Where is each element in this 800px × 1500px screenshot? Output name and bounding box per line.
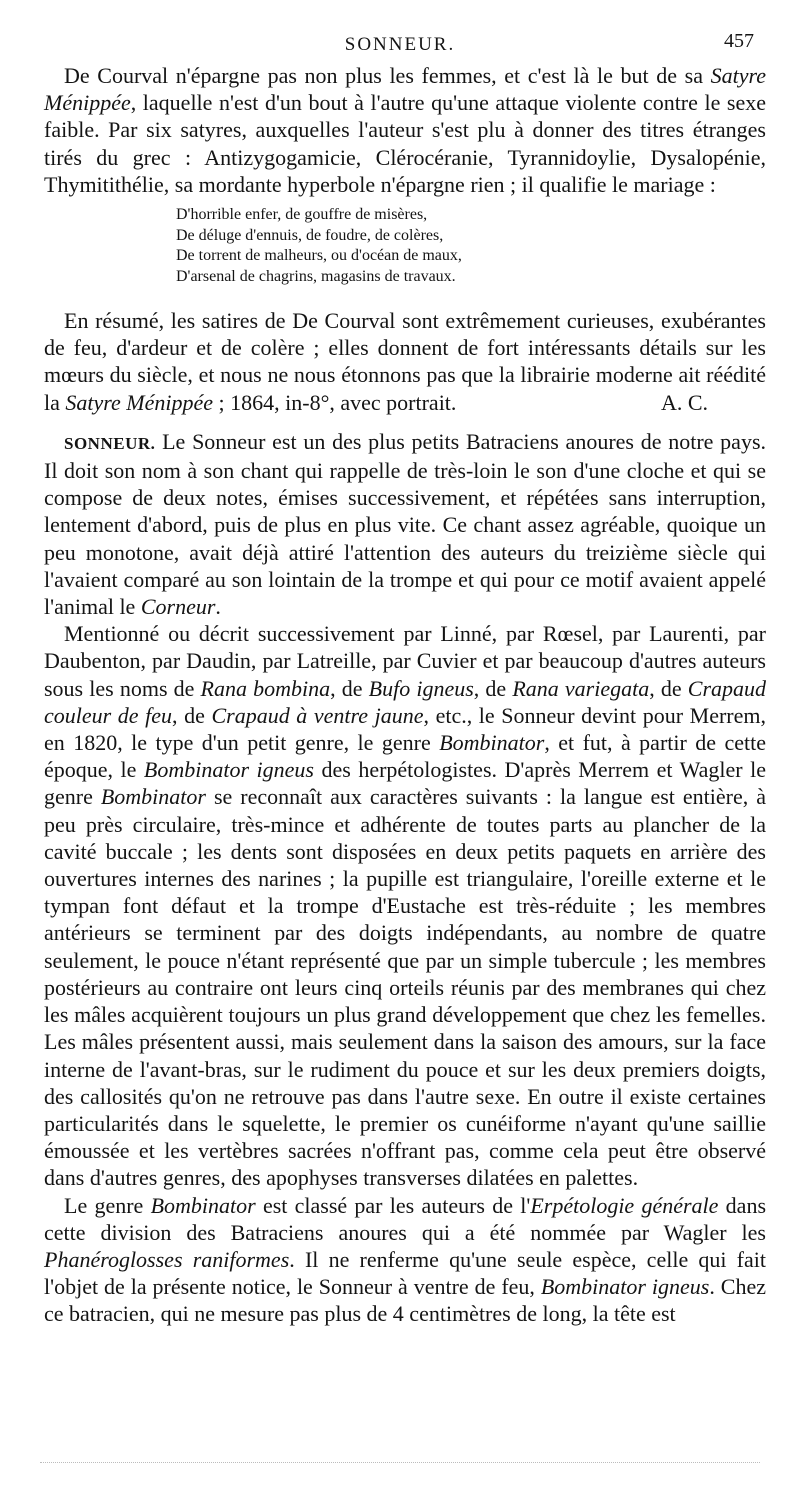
paragraph-sonneur-entry: SONNEUR. Le Sonneur est un des plus petits Batraciens anoures de notre pays. Il doit son nom à son chant qui rappelle de très-loin le son d'une cloche et qui se compose de deux notes, émises successivement, et répétées sans interruption, lentement d'abord, puis de plus en plus vite. Ce chant assez agréable, quoique un peu monotone, avait déjà attiré l'attention des auteurs du treizième siècle qui l'avaient comparé au son lointain de la trompe et qui pour ce motif avaient appelé l'animal le Corneur. (44, 428, 766, 620)
page-number: 457 (724, 30, 754, 52)
paragraph-resume: En résumé, les satires de De Courval sont extrêmement curieuses, exubérantes de feu, d'ardeur et de colère ; elles donnent de fort intéressants détails sur les mœurs du siècle, et nous ne nous étonnons pas que la librairie moderne ait réédité la Satyre Ménippée ; 1864, in-8°, avec portrait. A. C. (44, 308, 766, 415)
verse-line: D'horrible enfer, de gouffre de misères, (176, 206, 428, 224)
body-text (44, 62, 766, 1328)
paragraph-de-courval: De Courval n'épargne pas non plus les femmes, et c'est là le but de sa Satyre Ménippée, laquelle n'est d'un bout à l'autre qu'une attaque violente contre le sexe faible. Par six satyres, auxquelles l'auteur s'est plu à donner des titres étranges tirés du grec : Antizygogamicie, Clérocéranie, Tyrannidoylie, Dysalopénie, Thymitithélie, sa mordante hyperbole n'épargne rien ; il qualifie le mariage : (44, 63, 766, 197)
paragraph-bombinator-genus: Mentionné ou décrit successivement par Linné, par Rœsel, par Laurenti, par Daubenton, par Daudin, par Latreille, par Cuvier et par beaucoup d'autres auteurs sous les noms de Rana bombina, de Bufo igneus, de Rana variegata, de Crapaud couleur de feu, de Crapaud à ventre jaune, etc., le Sonneur devint pour Merrem, en 1820, le type d'un petit genre, le genre Bombinator, et fut, à partir de cette époque, le Bombinator igneus des herpétologistes. D'après Merrem et Wagler le genre Bombinator se reconnaît aux caractères suivants : la langue est entière, à peu près circulaire, très-mince et adhérente de toutes parts au plancher de la cavité buccale ; les dents sont disposées en deux petits paquets en arrière des ouvertures internes des narines ; la pupille est triangulaire, l'oreille externe et le tympan font défaut et la trompe d'Eustache est très-réduite ; les membres antérieurs se terminent par des doigts indépendants, au nombre de quatre seulement, le pouce n'étant représenté que par un simple tubercule ; les membres postérieurs au contraire ont leurs cinq orteils réunis par des membranes qui chez les mâles acquièrent toujours un plus grand développement que chez les femelles. Les mâles présentent aussi, mais seulement dans la saison des amours, sur la face interne de l'avant-bras, sur le rudiment du pouce et sur les deux premiers doigts, des callosités qu'on ne retrouve pas dans l'autre sexe. En outre il existe certaines particularités dans le squelette, le premier os cunéiforme n'ayant qu'une saillie émoussée et les vertèbres sacrées n'offrant pas, comme cela peut être observé dans d'autres genres, des apophyses transverses dilatées en palettes. (44, 621, 767, 1191)
running-title: SONNEUR. (344, 34, 456, 55)
running-head (0, 30, 800, 60)
entry-heading: SONNEUR. (64, 433, 156, 453)
bleed-through-line (40, 1462, 760, 1465)
author-signature: A. C. (660, 389, 708, 415)
verse-line: De déluge d'ennuis, de foudre, de colères, (176, 226, 444, 244)
paragraph-classification: Le genre Bombinator est classé par les auteurs de l'Erpétologie générale dans cette division des Batraciens anoures qui a été nommée par Wagler les Phanéroglosses raniformes. Il ne renferme qu'une seule espèce, celle qui fait l'objet de la présente notice, le Sonneur à ventre de feu, Bombinator igneus. Chez ce batracien, qui ne mesure pas plus de 4 centimètres de long, la tête est (44, 1192, 766, 1327)
verse-quote (176, 205, 766, 287)
verse-line: D'arsenal de chagrins, magasins de travaux. (176, 267, 456, 285)
verse-line: De torrent de malheurs, ou d'océan de maux, (176, 247, 462, 265)
